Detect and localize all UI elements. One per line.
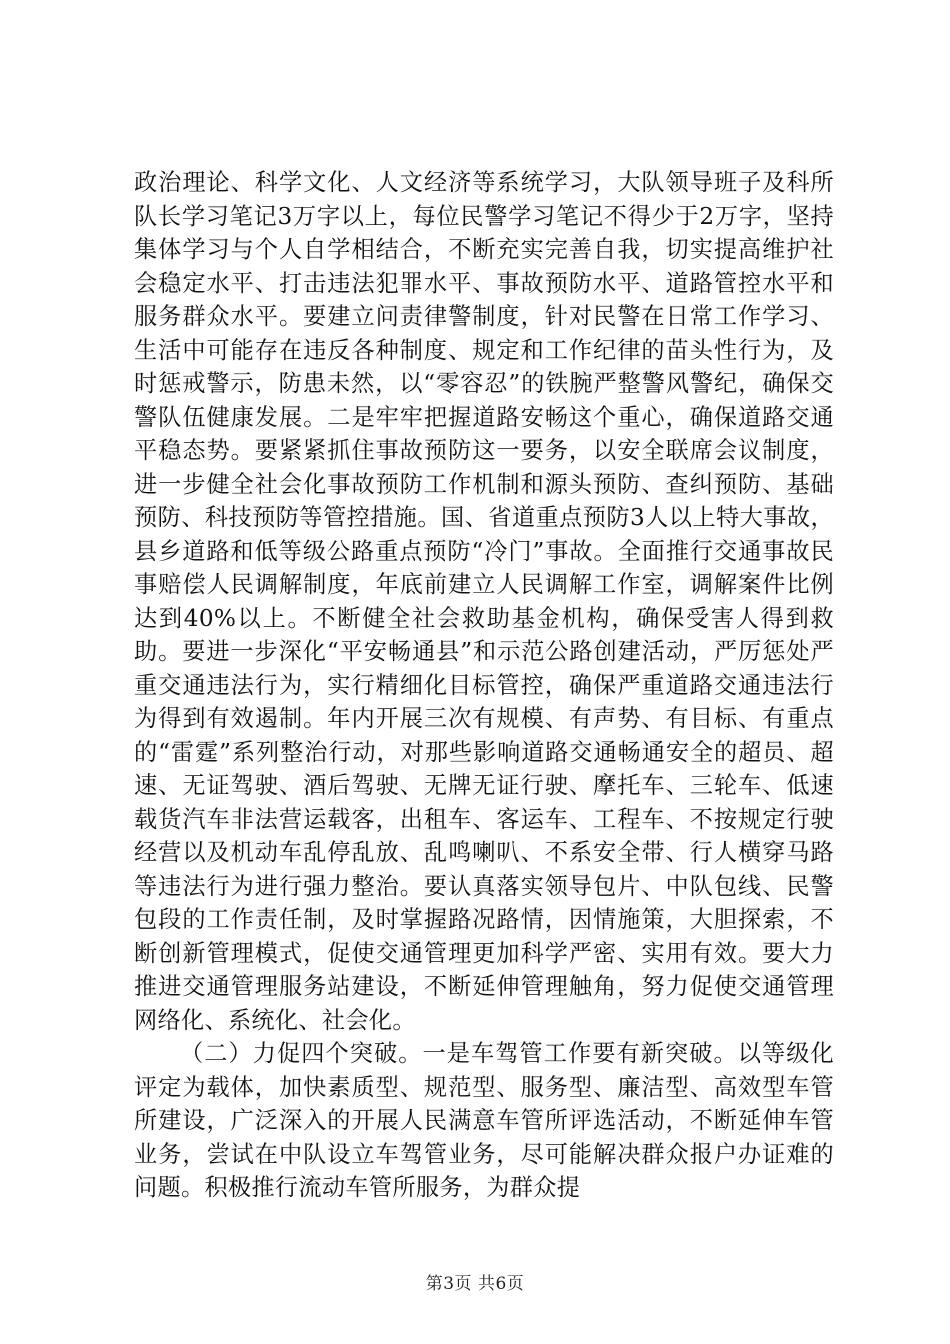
body-text [134,166,834,1205]
page-number-footer: 第3页 共6页 [425,1274,525,1294]
paragraph-2: （二）力促四个突破。一是车驾管工作要有新突破。以等级化评定为载体，加快素质型、规范型、服务型、廉洁型、高效型车管所建设，广泛深入的开展人民满意车管所评选活动，不断延伸车管业务，尝试在中队设立车驾管业务，尽可能解决群众报户办证难的问题。积极推行流动车管所服务，为群众提 [134,1040,834,1201]
paragraph-1: 政治理论、科学文化、人文经济等系统学习，大队领导班子及科所队长学习笔记3万字以上，每位民警学习笔记不得少于2万字，坚持集体学习与个人自学相结合，不断充实完善自我，切实提高维护社会稳定水平、打击违法犯罪水平、事故预防水平、道路管控水平和服务群众水平。要建立问责律警制度，针对民警在日常工作学习、生活中可能存在违反各种制度、规定和工作纪律的苗头性行为，及时惩戒警示，防患未然，以“零容忍”的铁腕严整警风警纪，确保交警队伍健康发展。二是牢牢把握道路安畅这个重心，确保道路交通平稳态势。要紧紧抓住事故预防这一要务，以安全联席会议制度，进一步健全社会化事故预防工作机制和源头预防、查纠预防、基础预防、科技预防等管控措施。国、省道重点预防3人以上特大事故，县乡道路和低等级公路重点预防“冷门”事故。全面推行交通事故民事赔偿人民调解制度，年底前建立人民调解工作室，调解案件比例达到40%以上。不断健全社会救助基金机构，确保受害人得到救助。要进一步深化“平安畅通县”和示范公路创建活动，严厉惩处严重交通违法行为，实行精细化目标管控，确保严重道路交通违法行为得到有效遏制。年内开展三次有规模、有声势、有目标、有重点的“雷霆”系列整治行动，对那些影响道路交通畅通安全的超员、超速、无证驾驶、酒后驾驶、无牌无证行驶、摩托车、三轮车、低速载货汽车非法营运载客，出租车、客运车、工程车、不按规定行驶经营以及机动车乱停乱放、乱鸣喇叭、不系安全带、行人横穿马路等违法行为进行强力整治。要认真落实领导包片、中队包线、民警包段的工作责任制，及时掌握路况路情，因情施策，大胆探索，不断创新管理模式，促使交通管理更加科学严密、实用有效。要大力推进交通管理服务站建设，不断延伸管理触角，努力促使交通管理网络化、系统化、社会化。 [134,169,834,1034]
